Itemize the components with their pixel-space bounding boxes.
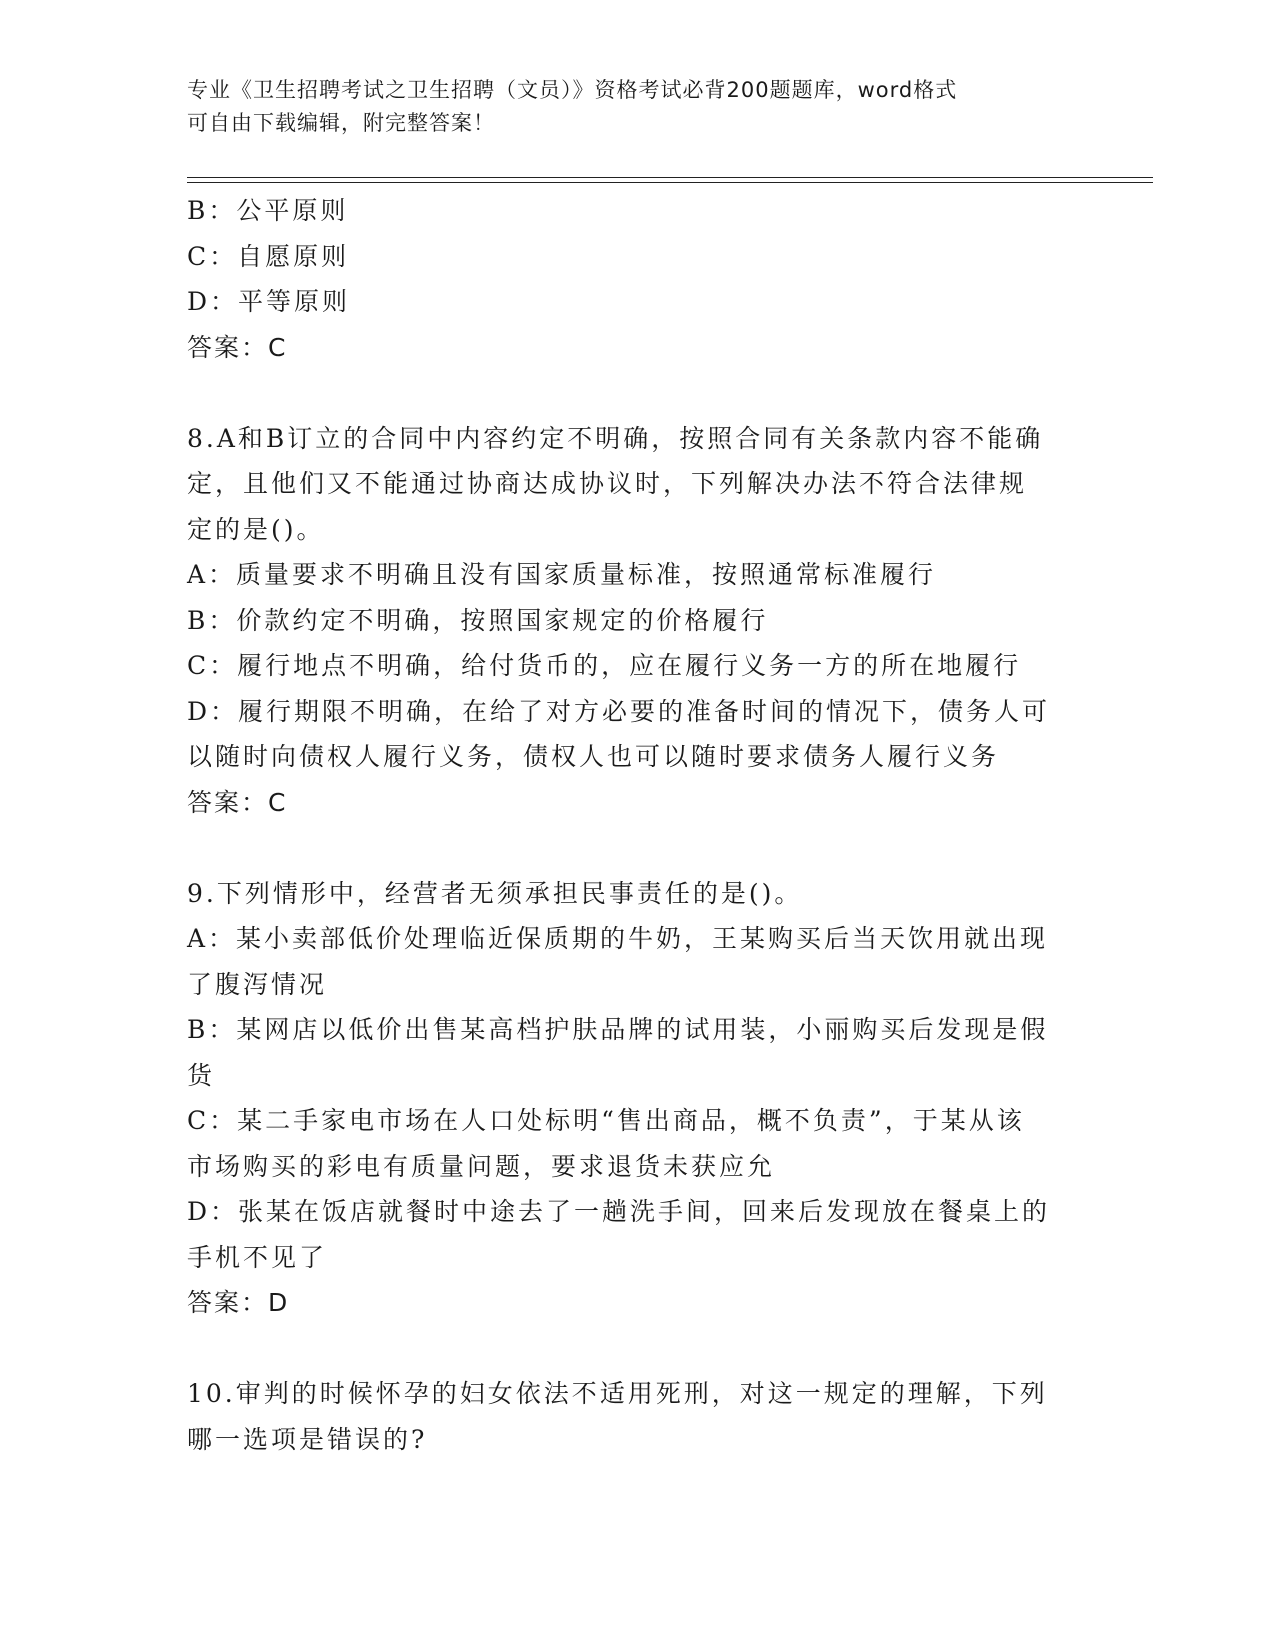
question-text-line: 定，且他们又不能通过协商达成协议时，下列解决办法不符合法律规: [187, 469, 1028, 498]
question-text-line: 哪一选项是错误的?: [187, 1424, 428, 1454]
question-content: [187, 188, 1087, 1462]
option-b: B：价款约定不明确，按照国家规定的价格履行: [187, 605, 769, 635]
option-d: D：履行期限不明确，在给了对方必要的准备时间的情况下，债务人可: [187, 696, 1051, 726]
question-9: [187, 871, 1087, 1326]
option-b: B：公平原则: [187, 196, 349, 225]
option-a-continued: 了腹泻情况: [187, 969, 328, 999]
question-text-line: 8.A和B订立的合同中内容约定不明确，按照合同有关条款内容不能确: [187, 423, 1044, 453]
option-c: C：自愿原则: [187, 241, 350, 271]
option-d: D：平等原则: [187, 287, 351, 316]
header-line-2: 可自由下载编辑，附完整答案！: [187, 111, 495, 135]
spacer: [187, 370, 1087, 416]
question-text-line: 9.下列情形中，经营者无须承担民事责任的是()。: [187, 878, 803, 908]
option-d-continued: 以随时向债权人履行义务，债权人也可以随时要求债务人履行义务: [187, 742, 1000, 771]
question-text-line: 10.审判的时候怀孕的妇女依法不适用死刑，对这一规定的理解，下列: [187, 1379, 1048, 1408]
document-header: [187, 74, 1067, 140]
option-a: A：某小卖部低价处理临近保质期的牛奶，王某购买后当天饮用就出现: [187, 924, 1049, 953]
option-d: D：张某在饭店就餐时中途去了一趟洗手间，回来后发现放在餐桌上的: [187, 1197, 1051, 1226]
answer-line: 答案：D: [187, 1288, 290, 1317]
option-b: B：某网店以低价出售某高档护肤品牌的试用装，小丽购买后发现是假: [187, 1015, 1049, 1044]
header-rule-bottom: [187, 182, 1153, 183]
previous-question-block: [187, 188, 1087, 370]
option-c: C：某二手家电市场在人口处标明“售出商品，概不负责”，于某从该: [187, 1106, 1025, 1135]
spacer: [187, 1326, 1087, 1372]
option-c: C：履行地点不明确，给付货币的，应在履行义务一方的所在地履行: [187, 651, 1022, 680]
question-10: [187, 1371, 1087, 1462]
answer-line: 答案：C: [187, 332, 288, 362]
header-line-1: 专业《卫生招聘考试之卫生招聘（文员）》资格考试必背200题题库，word格式: [187, 78, 958, 102]
spacer: [187, 825, 1087, 871]
header-rule-top: [187, 177, 1153, 178]
option-a: A：质量要求不明确且没有国家质量标准，按照通常标准履行: [187, 560, 937, 589]
option-c-continued: 市场购买的彩电有质量问题，要求退货未获应允: [187, 1151, 776, 1181]
question-text-line: 定的是()。: [187, 514, 325, 544]
option-d-continued: 手机不见了: [187, 1242, 328, 1272]
option-b-continued: 货: [187, 1060, 216, 1090]
question-8: [187, 416, 1087, 826]
answer-line: 答案：C: [187, 787, 288, 817]
